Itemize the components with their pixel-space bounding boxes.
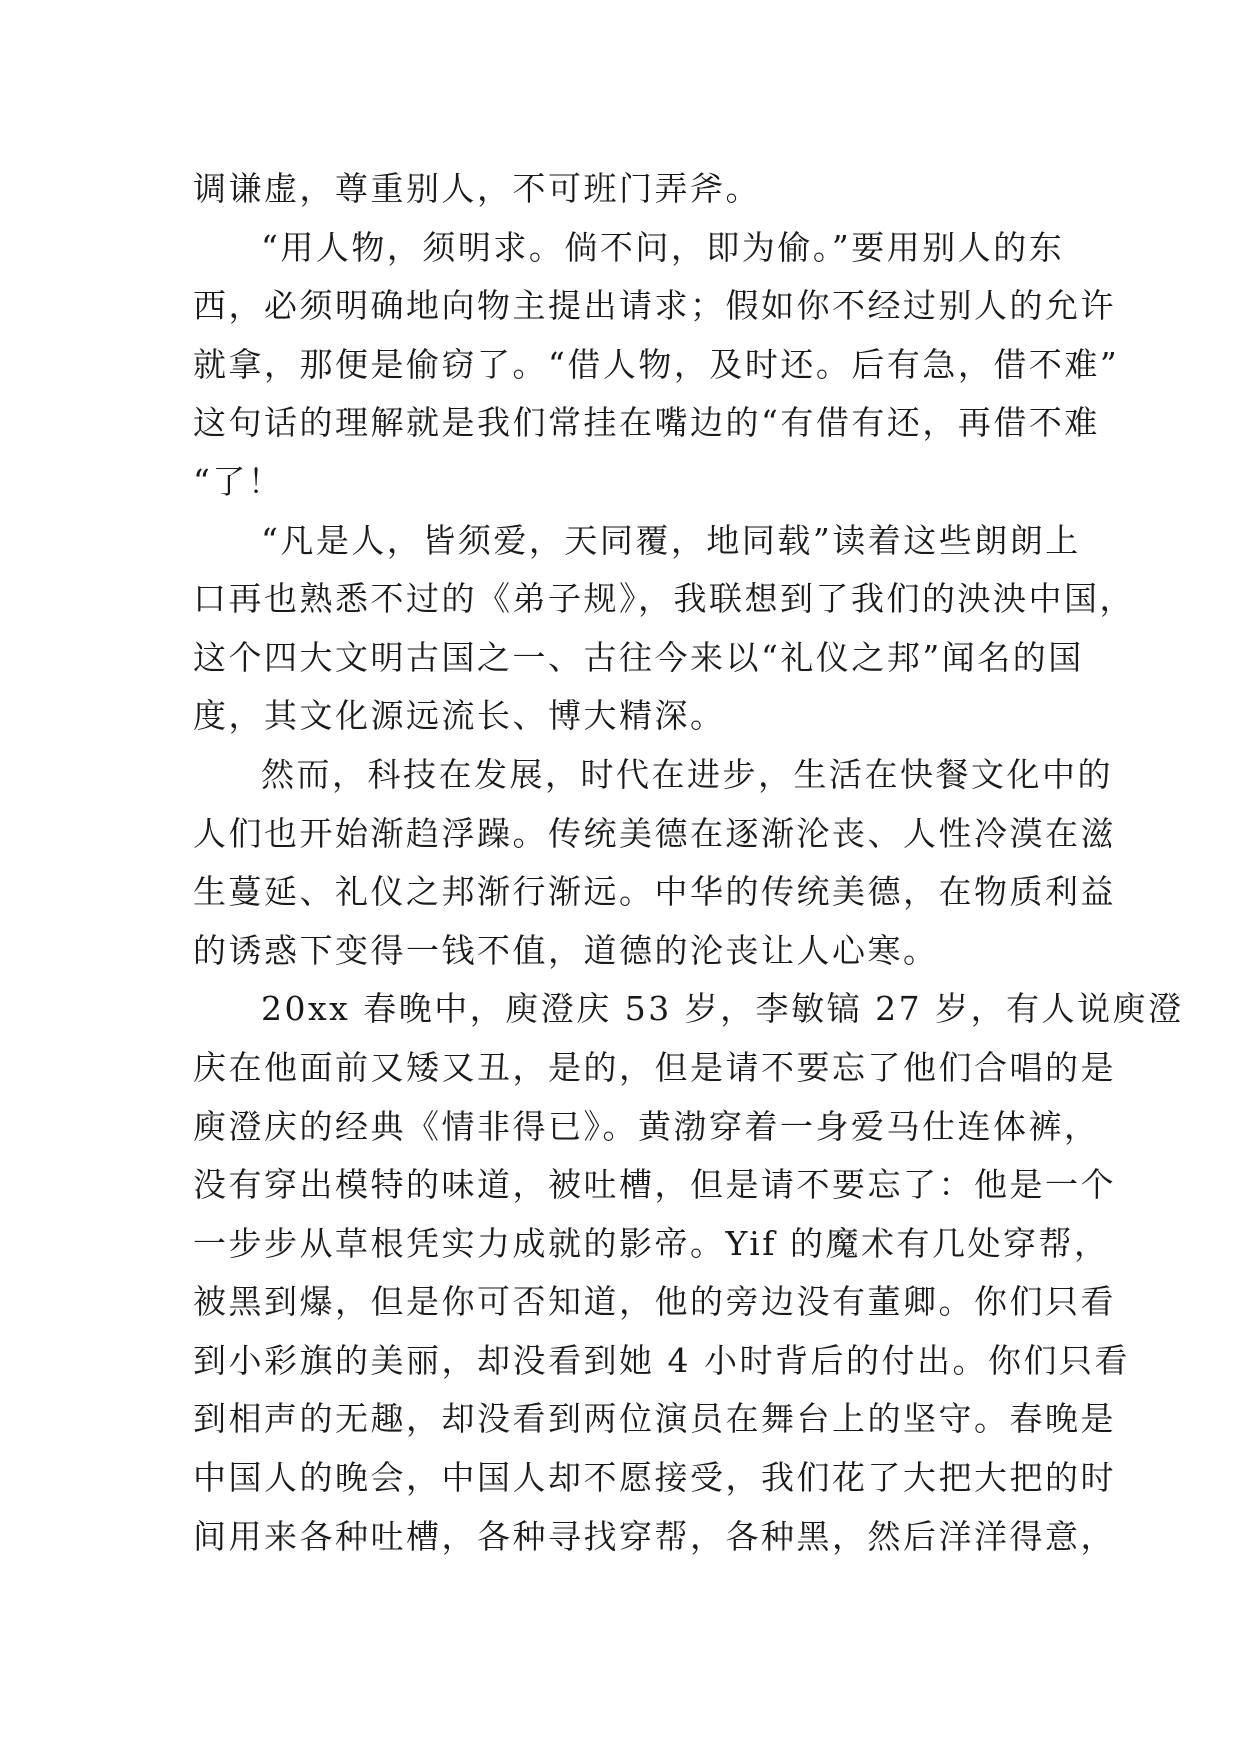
- text-line: 庆在他面前又矮又丑，是的，但是请不要忘了他们合唱的是: [193, 1047, 1116, 1087]
- text-line: 20xx 春晚中，庾澄庆 53 岁，李敏镐 27 岁，有人说庾澄: [261, 989, 1184, 1029]
- body-text: [193, 160, 1184, 1566]
- text-line: 一步步从草根凭实力成就的影帝。Yif 的魔术有几处穿帮，: [193, 1223, 1110, 1263]
- text-line: 间用来各种吐槽，各种寻找穿帮，各种黑，然后洋洋得意，: [193, 1516, 1116, 1556]
- text-line: 庾澄庆的经典《情非得已》。黄渤穿着一身爱马仕连体裤，: [193, 1106, 1100, 1146]
- text-line: 到相声的无趣，却没看到两位演员在舞台上的坚守。春晚是: [193, 1399, 1116, 1439]
- text-line: 中国人的晚会，中国人却不愿接受，我们花了大把大把的时: [193, 1458, 1116, 1498]
- text-line: 的诱惑下变得一钱不值，道德的沦丧让人心寒。: [193, 930, 939, 970]
- text-line: 就拿，那便是偷窃了。“借人物，及时还。后有急，借不难”: [193, 344, 1120, 384]
- text-line: 被黑到爆，但是你可否知道，他的旁边没有董卿。你们只看: [193, 1282, 1116, 1322]
- text-line: 人们也开始渐趋浮躁。传统美德在逐渐沦丧、人性冷漠在滋: [193, 813, 1116, 853]
- text-line: 口再也熟悉不过的《弟子规》，我联想到了我们的泱泱中国，: [193, 579, 1135, 619]
- text-line: “凡是人，皆须爱，天同覆，地同载”读着这些朗朗上: [261, 520, 1081, 560]
- text-line: 这句话的理解就是我们常挂在嘴边的“有借有还，再借不难: [193, 403, 1100, 443]
- text-line: 这个四大文明古国之一、古往今来以“礼仪之邦”闻名的国: [193, 637, 1084, 677]
- text-line: 度，其文化源远流长、博大精深。: [193, 696, 726, 736]
- text-line: 然而，科技在发展，时代在进步，生活在快餐文化中的: [261, 754, 1113, 794]
- text-line: 调谦虚，尊重别人，不可班门弄斧。: [193, 169, 761, 208]
- text-line: “了！: [193, 461, 284, 501]
- text-line: 没有穿出模特的味道，被吐槽，但是请不要忘了：他是一个: [193, 1165, 1116, 1205]
- text-line: “用人物，须明求。倘不问，即为偷。”要用别人的东: [261, 227, 1065, 267]
- text-line: 西，必须明确地向物主提出请求；假如你不经过别人的允许: [193, 286, 1116, 326]
- text-line: 到小彩旗的美丽，却没看到她 4 小时背后的付出。你们只看: [193, 1340, 1130, 1380]
- text-line: 生蔓延、礼仪之邦渐行渐远。中华的传统美德，在物质利益: [193, 872, 1116, 912]
